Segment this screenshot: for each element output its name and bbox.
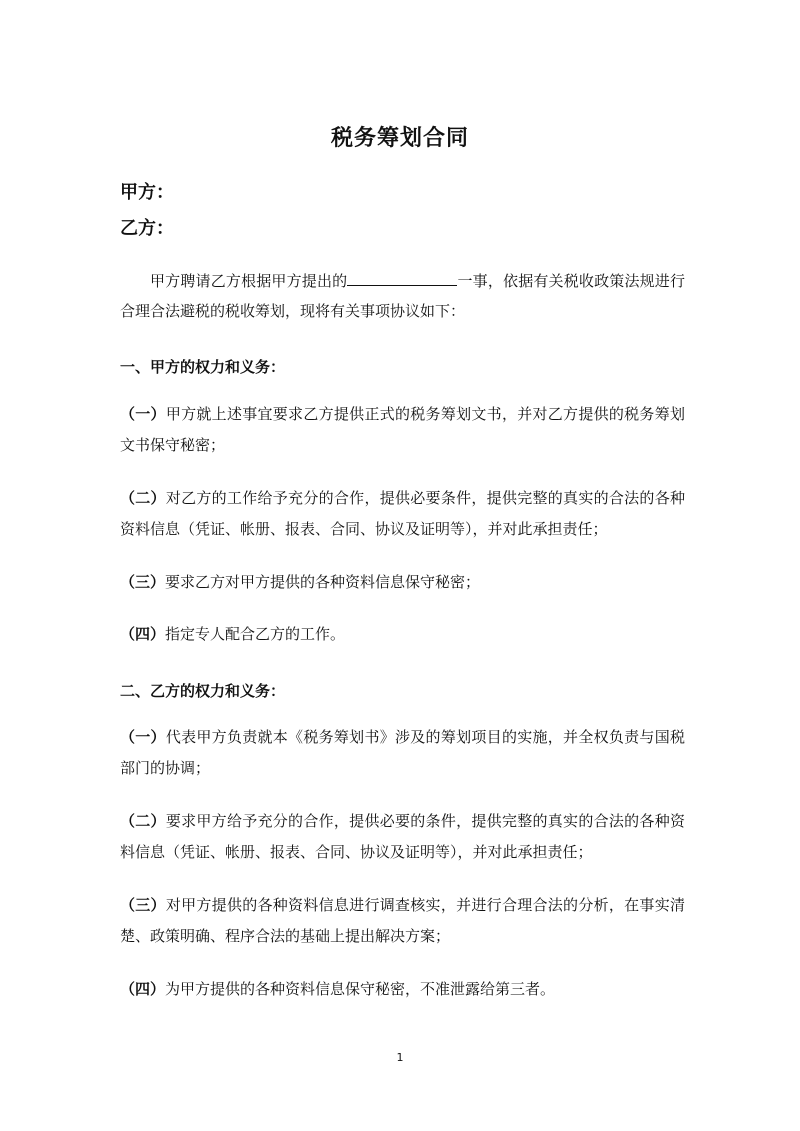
section-2-item xyxy=(120,806,685,868)
item-text: 甲方就上述事宜要求乙方提供正式的税务筹划文书，并对乙方提供的税务筹划文书保守秘密； xyxy=(120,405,685,454)
intro-text-end: 一事，依据有关税收政策法规进行合理合法避税的税收筹划，现将有关事项协议如下： xyxy=(120,272,685,320)
item-number: （四） xyxy=(120,625,166,643)
item-text: 为甲方提供的各种资料信息保守秘密，不准泄露给第三者。 xyxy=(165,980,556,998)
document-title: 税务筹划合同 xyxy=(330,126,469,151)
section-2-heading: 二、乙方的权力和义务： xyxy=(120,682,286,700)
item-number: （一） xyxy=(120,405,166,423)
section-2-item xyxy=(120,890,685,952)
section-2-item xyxy=(120,974,685,1005)
item-number: （三） xyxy=(120,573,166,591)
intro-paragraph xyxy=(120,266,685,326)
item-text: 指定专人配合乙方的工作。 xyxy=(165,625,346,643)
party-b-label: 乙方： xyxy=(120,218,174,239)
item-text: 代表甲方负责就本《税务筹划书》涉及的筹划项目的实施，并全权负责与国税部门的协调； xyxy=(120,728,685,777)
page-number: 1 xyxy=(396,1051,404,1064)
intro-text-start: 甲方聘请乙方根据甲方提出的 xyxy=(150,272,348,290)
section-1-item xyxy=(120,399,685,461)
section-1-item xyxy=(120,619,685,650)
item-number: （一） xyxy=(120,728,166,746)
item-text: 要求乙方对甲方提供的各种资料信息保守秘密； xyxy=(165,573,481,591)
item-text: 要求甲方给予充分的合作，提供必要的条件，提供完整的真实的合法的各种资料信息（凭证、帐册、报表、合同、协议及证明等），并对此承担责任； xyxy=(120,812,685,861)
item-number: （四） xyxy=(120,980,166,998)
item-text: 对甲方提供的各种资料信息进行调查核实，并进行合理合法的分析，在事实清楚、政策明确、程序合法的基础上提出解决方案； xyxy=(120,896,685,945)
item-number: （二） xyxy=(120,489,166,507)
section-1-item xyxy=(120,483,685,545)
party-a-label: 甲方： xyxy=(120,182,174,203)
section-1-heading: 一、甲方的权力和义务： xyxy=(120,358,286,376)
item-text: 对乙方的工作给予充分的合作，提供必要条件，提供完整的真实的合法的各种资料信息（凭证、帐册、报表、合同、协议及证明等），并对此承担责任； xyxy=(120,489,685,538)
section-2-item xyxy=(120,722,685,784)
item-number: （三） xyxy=(120,896,166,914)
project-blank-line xyxy=(347,269,457,286)
item-number: （二） xyxy=(120,812,166,830)
section-1-item xyxy=(120,567,685,598)
